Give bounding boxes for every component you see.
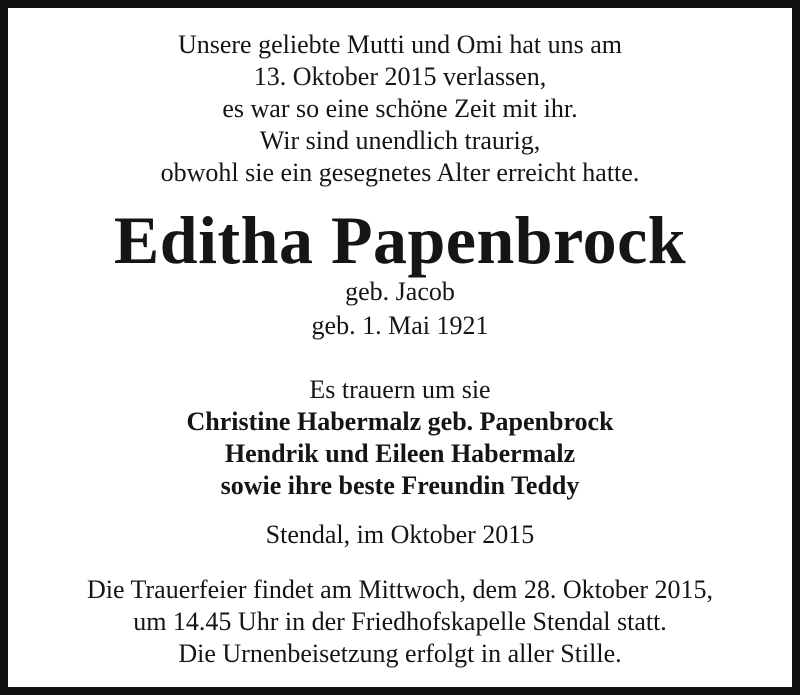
intro-line-1: Unsere geliebte Mutti und Omi hat uns am [177,30,623,59]
mourners-heading: Es trauern um sie [309,375,491,404]
intro-line-2: 13. Oktober 2015 verlassen, [253,62,547,91]
funeral-line-1: Die Trauerfeier findet am Mittwoch, dem 28. Oktober 2015, [86,575,714,604]
intro-line-3: es war so eine schöne Zeit mit ihr. [222,94,578,123]
maiden-name: geb. Jacob [345,277,455,306]
intro-line-5: obwohl sie ein gesegnetes Alter erreicht hatte. [160,158,640,187]
mourner-name-2: Hendrik und Eileen Habermalz [224,439,576,468]
birth-date: geb. 1. Mai 1921 [311,311,489,340]
deceased-name: Editha Papenbrock [113,202,687,278]
funeral-line-3: Die Urnenbeisetzung erfolgt in aller Stille. [178,639,622,668]
mourner-name-3: sowie ihre beste Freundin Teddy [220,471,580,500]
place-date: Stendal, im Oktober 2015 [265,520,535,549]
mourner-name-1: Christine Habermalz geb. Papenbrock [186,407,614,436]
intro-line-4: Wir sind unendlich traurig, [259,126,541,155]
funeral-line-2: um 14.45 Uhr in der Friedhofskapelle Stendal statt. [133,607,667,636]
